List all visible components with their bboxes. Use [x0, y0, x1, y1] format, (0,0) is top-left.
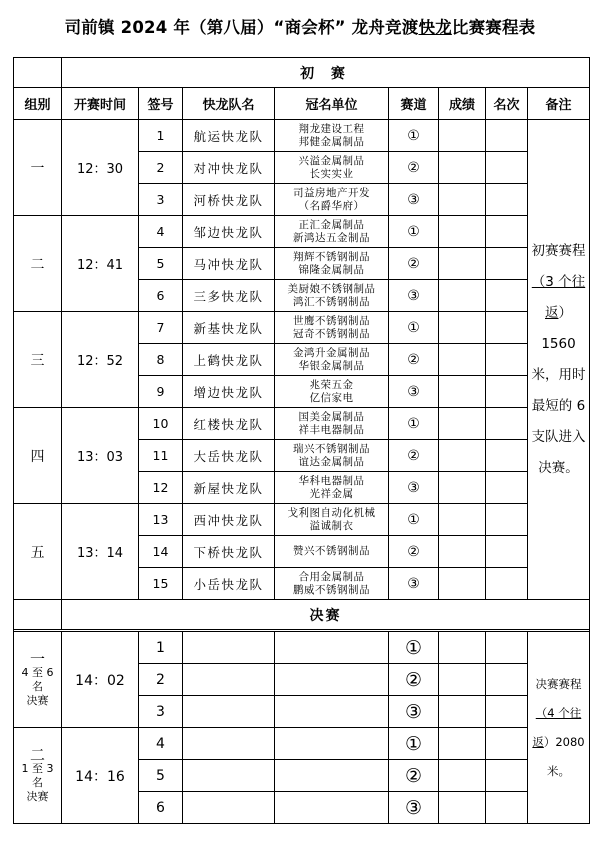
team-name: 邹边快龙队 — [183, 216, 275, 248]
team-name: 红楼快龙队 — [183, 408, 275, 440]
draw-number: 6 — [139, 280, 183, 312]
team-name: 增边快龙队 — [183, 376, 275, 408]
draw-number: 11 — [139, 440, 183, 472]
team-name: 大岳快龙队 — [183, 440, 275, 472]
corner-cell — [14, 58, 62, 88]
lane-number: ② — [389, 248, 439, 280]
team-name — [183, 696, 275, 728]
group-name: 一 — [29, 649, 45, 668]
start-time: 13：03 — [62, 408, 139, 504]
lane-number: ② — [389, 440, 439, 472]
sponsor-cell — [275, 280, 389, 312]
sponsor-line: 邦健金属制品 — [298, 135, 365, 148]
group-name: 五 — [14, 504, 62, 600]
sponsor-line: （名爵华府） — [298, 199, 365, 212]
rank-cell — [486, 440, 528, 472]
sponsor-cell — [275, 664, 389, 696]
sponsor-cell — [275, 728, 389, 760]
lane-number: ② — [389, 344, 439, 376]
team-name: 对冲快龙队 — [183, 152, 275, 184]
start-time: 12：52 — [62, 312, 139, 408]
rank-cell — [486, 152, 528, 184]
result-cell — [439, 440, 486, 472]
group-sub: 名 — [32, 775, 43, 789]
note-line: 最短的 6 — [531, 397, 586, 414]
result-cell — [439, 152, 486, 184]
draw-number: 10 — [139, 408, 183, 440]
sponsor-line: 赞兴不锈钢制品 — [293, 545, 370, 557]
lane-number: ① — [389, 216, 439, 248]
column-header: 组别 — [14, 88, 62, 120]
note-underlined: 返 — [532, 734, 544, 749]
column-header: 快龙队名 — [183, 88, 275, 120]
sponsor-cell — [275, 504, 389, 536]
section-label-prelim: 初 赛 — [62, 58, 590, 88]
result-cell — [439, 536, 486, 568]
sponsor-line: 金鸿升金属制品 — [293, 346, 370, 359]
sponsor-cell — [275, 248, 389, 280]
sponsor-line: 瑞兴不锈钢制品 — [293, 442, 370, 455]
note-line: 决赛。 — [538, 459, 579, 476]
sponsor-line: 国美金属制品 — [298, 410, 365, 423]
sponsor-cell — [275, 312, 389, 344]
sponsor-cell — [275, 472, 389, 504]
rank-cell — [486, 504, 528, 536]
result-cell — [439, 568, 486, 600]
team-name: 三多快龙队 — [183, 280, 275, 312]
rank-cell — [486, 696, 528, 728]
sponsor-cell — [275, 568, 389, 600]
column-header: 签号 — [139, 88, 183, 120]
sponsor-cell — [275, 152, 389, 184]
result-cell — [439, 728, 486, 760]
table-row — [14, 728, 590, 760]
team-name: 上鹤快龙队 — [183, 344, 275, 376]
sponsor-line: 华银金属制品 — [298, 359, 365, 372]
lane-number: ② — [389, 152, 439, 184]
sponsor-line: 鹏威不锈钢制品 — [293, 583, 370, 596]
lane-number: ① — [389, 504, 439, 536]
title-text-after: 比赛赛程表 — [451, 18, 536, 37]
draw-number: 9 — [139, 376, 183, 408]
final-group-name — [14, 728, 62, 824]
final-group-name — [14, 632, 62, 728]
team-name — [183, 792, 275, 824]
sponsor-line: 司益房地产开发 — [293, 186, 370, 199]
result-cell — [439, 120, 486, 152]
team-name: 航运快龙队 — [183, 120, 275, 152]
note-text: ）1560 — [541, 304, 576, 352]
draw-number: 3 — [139, 696, 183, 728]
team-name: 新基快龙队 — [183, 312, 275, 344]
rank-cell — [486, 248, 528, 280]
lane-number: ③ — [389, 184, 439, 216]
sponsor-cell — [275, 344, 389, 376]
result-cell — [439, 664, 486, 696]
result-cell — [439, 632, 486, 664]
sponsor-line: 祥丰电器制品 — [298, 423, 365, 436]
result-cell — [439, 248, 486, 280]
team-name: 马冲快龙队 — [183, 248, 275, 280]
result-cell — [439, 216, 486, 248]
note-line — [528, 728, 589, 757]
lane-number: ③ — [389, 472, 439, 504]
result-cell — [439, 472, 486, 504]
team-name — [183, 632, 275, 664]
sponsor-line: 翔辉不锈钢制品 — [293, 250, 370, 263]
table-row — [14, 408, 590, 440]
sponsor-line: 美厨娘不锈钢制品 — [287, 282, 376, 295]
start-time: 12：41 — [62, 216, 139, 312]
rank-cell — [486, 728, 528, 760]
sponsor-line: 锦隆金属制品 — [298, 263, 365, 276]
start-time: 14：16 — [62, 728, 139, 824]
rank-cell — [486, 408, 528, 440]
draw-number: 1 — [139, 632, 183, 664]
draw-number: 6 — [139, 792, 183, 824]
draw-number: 8 — [139, 344, 183, 376]
column-header: 备注 — [528, 88, 590, 120]
remarks-final — [528, 632, 590, 824]
lane-number: ① — [389, 120, 439, 152]
note-text: ）2080 — [543, 734, 585, 749]
rank-cell — [486, 216, 528, 248]
group-sub: 决赛 — [26, 693, 49, 707]
draw-number: 13 — [139, 504, 183, 536]
lane-number: ① — [389, 632, 439, 664]
note-line: 决赛赛程 — [535, 676, 582, 691]
sponsor-cell — [275, 696, 389, 728]
corner-cell — [14, 600, 62, 630]
column-header: 名次 — [486, 88, 528, 120]
sponsor-line: 谊达金属制品 — [298, 455, 365, 468]
draw-number: 5 — [139, 760, 183, 792]
result-cell — [439, 184, 486, 216]
group-name: 二 — [29, 745, 45, 764]
sponsor-line: 亿信家电 — [309, 391, 354, 404]
section-label-final: 决赛 — [62, 600, 590, 630]
rank-cell — [486, 344, 528, 376]
sponsor-line: 鸿汇不锈钢制品 — [293, 295, 370, 308]
result-cell — [439, 760, 486, 792]
remarks-prelim — [528, 120, 590, 600]
draw-number: 5 — [139, 248, 183, 280]
title-text-underlined: 快龙 — [418, 18, 452, 37]
lane-number: ③ — [389, 280, 439, 312]
column-header: 成绩 — [439, 88, 486, 120]
lane-number: ② — [389, 664, 439, 696]
group-name: 三 — [14, 312, 62, 408]
lane-number: ③ — [389, 568, 439, 600]
result-cell — [439, 696, 486, 728]
result-cell — [439, 312, 486, 344]
lane-number: ③ — [389, 376, 439, 408]
team-name — [183, 760, 275, 792]
group-sub: 1 至 3 — [21, 761, 54, 775]
rank-cell — [486, 792, 528, 824]
sponsor-line: 兆荣五金 — [309, 378, 354, 391]
rank-cell — [486, 664, 528, 696]
result-cell — [439, 792, 486, 824]
result-cell — [439, 280, 486, 312]
sponsor-cell — [275, 376, 389, 408]
sponsor-line: 新鸿达五金制品 — [293, 231, 370, 244]
lane-number: ② — [389, 760, 439, 792]
sponsor-line: 翔龙建设工程 — [298, 122, 365, 135]
lane-number: ③ — [389, 696, 439, 728]
note-line: （3 个往 — [531, 273, 586, 290]
lane-number: ① — [389, 408, 439, 440]
note-line: 米。 — [547, 763, 570, 778]
team-name — [183, 728, 275, 760]
rank-cell — [486, 760, 528, 792]
team-name — [183, 664, 275, 696]
draw-number: 2 — [139, 664, 183, 696]
table-row — [14, 504, 590, 536]
note-line: 米，用时 — [531, 366, 586, 383]
lane-number: ③ — [389, 792, 439, 824]
result-cell — [439, 504, 486, 536]
draw-number: 14 — [139, 536, 183, 568]
column-header: 开赛时间 — [62, 88, 139, 120]
sponsor-line: 正汇金属制品 — [298, 218, 365, 231]
result-cell — [439, 408, 486, 440]
sponsor-line: 世鹰不锈钢制品 — [293, 314, 370, 327]
start-time: 12：30 — [62, 120, 139, 216]
result-cell — [439, 344, 486, 376]
rank-cell — [486, 280, 528, 312]
draw-number: 12 — [139, 472, 183, 504]
rank-cell — [486, 472, 528, 504]
draw-number: 7 — [139, 312, 183, 344]
team-name: 下桥快龙队 — [183, 536, 275, 568]
page-title — [0, 14, 600, 38]
sponsor-line: 溢诚制衣 — [309, 519, 354, 532]
sponsor-cell — [275, 440, 389, 472]
sponsor-line: 戈利图自动化机械 — [287, 506, 376, 519]
sponsor-line: 光祥金属 — [309, 487, 354, 500]
group-name: 一 — [14, 120, 62, 216]
column-header: 冠名单位 — [275, 88, 389, 120]
sponsor-line: 冠奇不锈钢制品 — [293, 327, 370, 340]
rank-cell — [486, 568, 528, 600]
column-header: 赛道 — [389, 88, 439, 120]
draw-number: 4 — [139, 728, 183, 760]
sponsor-cell — [275, 760, 389, 792]
team-name: 小岳快龙队 — [183, 568, 275, 600]
draw-number: 2 — [139, 152, 183, 184]
note-line: 支队进入 — [531, 428, 586, 445]
lane-number: ① — [389, 312, 439, 344]
group-sub: 决赛 — [26, 789, 49, 803]
sponsor-cell — [275, 408, 389, 440]
schedule-table — [13, 57, 590, 824]
sponsor-cell — [275, 632, 389, 664]
group-name: 四 — [14, 408, 62, 504]
lane-number: ② — [389, 536, 439, 568]
group-sub: 4 至 6 — [21, 665, 54, 679]
rank-cell — [486, 312, 528, 344]
team-name: 河桥快龙队 — [183, 184, 275, 216]
table-row — [14, 216, 590, 248]
draw-number: 1 — [139, 120, 183, 152]
sponsor-line: 兴溢金属制品 — [298, 154, 365, 167]
rank-cell — [486, 120, 528, 152]
lane-number: ① — [389, 728, 439, 760]
rank-cell — [486, 632, 528, 664]
table-row — [14, 312, 590, 344]
title-text-before: 司前镇 2024 年（第八届）“商会杯” 龙舟竞渡 — [64, 18, 419, 37]
result-cell — [439, 376, 486, 408]
sponsor-line: 华科电器制品 — [298, 474, 365, 487]
start-time: 13：14 — [62, 504, 139, 600]
sponsor-cell — [275, 536, 389, 568]
draw-number: 3 — [139, 184, 183, 216]
sponsor-line: 长实实业 — [309, 167, 354, 180]
sponsor-cell — [275, 216, 389, 248]
sponsor-cell — [275, 184, 389, 216]
note-line: （4 个往 — [535, 705, 582, 720]
table-row — [14, 120, 590, 152]
group-name: 二 — [14, 216, 62, 312]
start-time: 14：02 — [62, 632, 139, 728]
table-row — [14, 632, 590, 664]
rank-cell — [486, 184, 528, 216]
team-name: 新屋快龙队 — [183, 472, 275, 504]
draw-number: 4 — [139, 216, 183, 248]
draw-number: 15 — [139, 568, 183, 600]
sponsor-cell — [275, 792, 389, 824]
note-underlined: 返 — [545, 304, 559, 321]
group-sub: 名 — [32, 679, 43, 693]
rank-cell — [486, 376, 528, 408]
team-name: 西冲快龙队 — [183, 504, 275, 536]
note-line — [528, 298, 589, 360]
sponsor-cell — [275, 120, 389, 152]
sponsor-line: 合用金属制品 — [298, 570, 365, 583]
note-line: 初赛赛程 — [531, 242, 586, 259]
rank-cell — [486, 536, 528, 568]
